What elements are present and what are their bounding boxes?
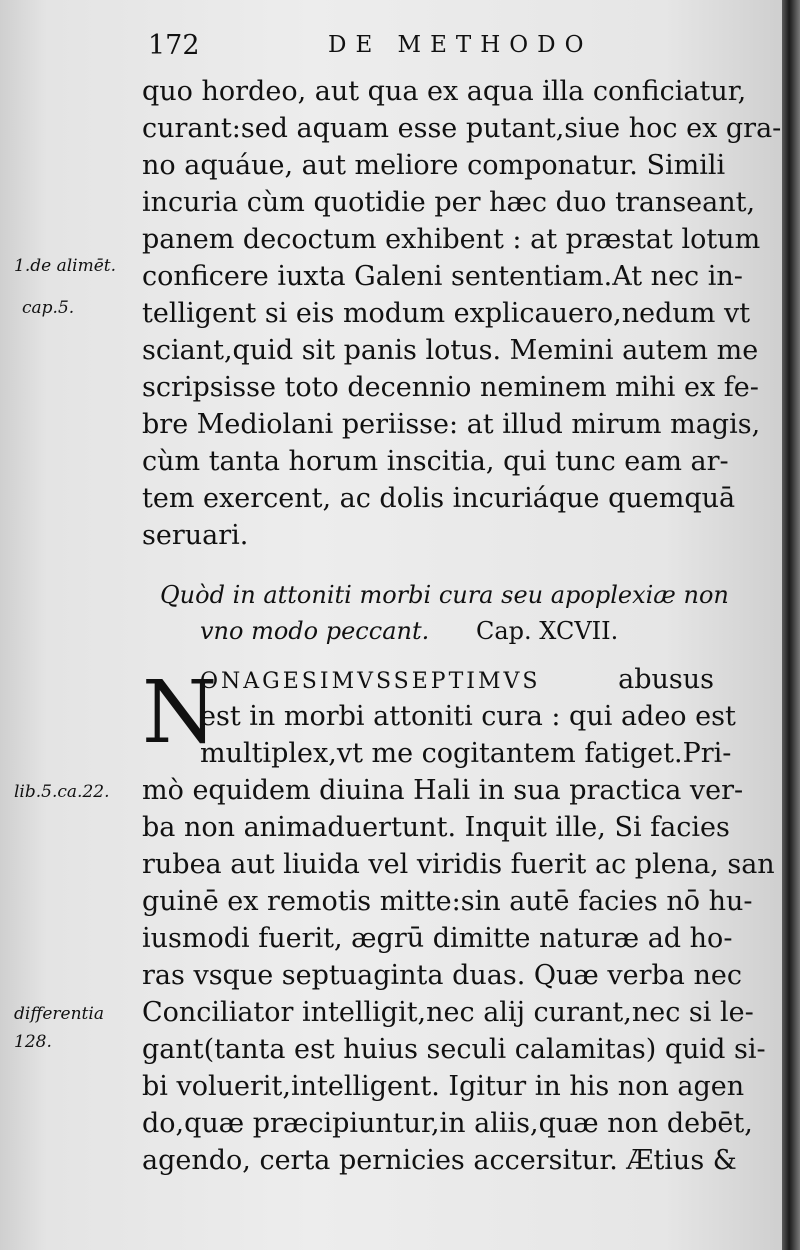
text-line: ba non animaduertunt. Inquit ille, Si facies xyxy=(142,812,730,843)
text-line: incuria cùm quotidie per hæc duo transeant, xyxy=(142,187,756,218)
text-line: sciant,quid sit panis lotus. Memini autem me xyxy=(142,335,759,366)
text-line: panem decoctum exhibent : at præstat lotum xyxy=(142,224,761,255)
text-line: ras vsque septuaginta duas. Quæ verba nec xyxy=(142,960,742,991)
text-line: guinē ex remotis mitte:sin autē facies nō hu- xyxy=(142,886,753,917)
text-line: mò equidem diuina Hali in sua practica ver- xyxy=(142,775,744,806)
text-line: cùm tanta horum inscitia, qui tunc eam ar- xyxy=(142,446,729,477)
page-edge-shadow xyxy=(782,0,800,1250)
margin-note: 1.de alimēt. xyxy=(14,256,116,276)
chapter-title-line-2: vno modo peccant. xyxy=(200,617,430,645)
running-head: DE METHODO xyxy=(328,32,593,58)
opening-small-caps: ONAGESIMVSSEPTIMVS xyxy=(200,669,541,694)
page-number: 172 xyxy=(148,30,200,61)
chapter-title-line-1: Quòd in attoniti morbi cura seu apoplexiæ non xyxy=(160,581,729,609)
text-line: do,quæ præcipiuntur,in aliis,quæ non debēt, xyxy=(142,1108,753,1139)
text-line: multiplex,vt me cogitantem fatiget.Pri- xyxy=(200,738,732,769)
text-line: iusmodi fuerit, ægrū dimitte naturæ ad ho- xyxy=(142,923,733,954)
text-line: quo hordeo, aut qua ex aqua illa conficiatur, xyxy=(142,76,747,107)
drop-cap: N xyxy=(142,663,218,763)
text-line: gant(tanta est huius seculi calamitas) quid si- xyxy=(142,1034,766,1065)
text-line: Conciliator intelligit,nec alij curant,nec si le- xyxy=(142,997,754,1028)
text-line: bi voluerit,intelligent. Igitur in his non agen xyxy=(142,1071,745,1102)
text-line: rubea aut liuida vel viridis fuerit ac plena, san xyxy=(142,849,775,880)
text-line: scripsisse toto decennio neminem mihi ex fe- xyxy=(142,372,759,403)
page-header xyxy=(148,26,758,66)
text-line: no aquáue, aut meliore componatur. Simili xyxy=(142,150,726,181)
margin-note: cap.5. xyxy=(22,298,75,318)
text-line: est in morbi attoniti cura : qui adeo est xyxy=(200,701,736,732)
text-line: tem exercent, ac dolis incuriáque quemquā xyxy=(142,483,736,514)
margin-note: differentia xyxy=(14,1004,104,1024)
text-line: telligent si eis modum explicauero,nedum vt xyxy=(142,298,751,329)
first-line-rest: abusus xyxy=(618,664,714,695)
text-line: conficere iuxta Galeni sententiam.At nec in- xyxy=(142,261,743,292)
margin-note: lib.5.ca.22. xyxy=(14,782,110,802)
chapter-number: Cap. XCVII. xyxy=(476,617,619,645)
margin-note: 128. xyxy=(14,1032,52,1052)
text-line: curant:sed aquam esse putant,siue hoc ex gra- xyxy=(142,113,782,144)
text-line: seruari. xyxy=(142,520,249,551)
text-line-first xyxy=(200,660,714,700)
text-line: bre Mediolani periisse: at illud mirum magis, xyxy=(142,409,761,440)
text-line: agendo, certa pernicies accersitur. Ætius & xyxy=(142,1145,737,1176)
